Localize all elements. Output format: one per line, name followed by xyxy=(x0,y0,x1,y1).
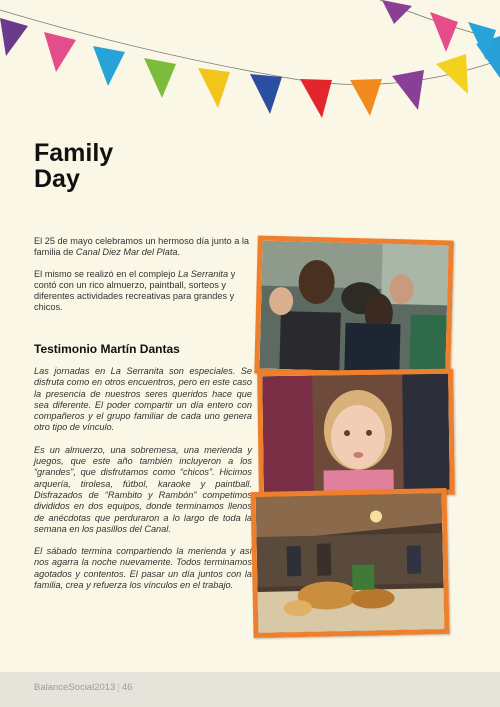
flag xyxy=(93,46,125,86)
intro-p1-end: . xyxy=(177,247,181,258)
intro-p2-text: El mismo se realizó en el complejo xyxy=(34,268,178,279)
flag xyxy=(392,70,424,110)
intro-p2-emphasis: La Serranita xyxy=(178,268,229,279)
flag xyxy=(198,68,230,108)
page-number: 46 xyxy=(121,682,133,693)
footer-bar xyxy=(0,672,500,707)
flag xyxy=(430,12,458,52)
flag xyxy=(44,32,76,72)
flag xyxy=(436,54,468,94)
testimony-paragraph-1: Las jornadas en La Serranita son especiales. Se disfruta como en otros encuentros, pero en este caso la presencia de nuestros seres queridos hace que sea diferente. El poder compartir un día entero con compañeros y el grupo familiar de cada uno genera otro tipo de vínculo. xyxy=(34,366,252,433)
testimony-paragraph-3: El sábado termina compartiendo la merienda y así nos agarra la noche nuevamente. Todos terminamos agotados y contentos. El pasar un día juntos con la familia, crea y refuerza los vínculos en el trabajo. xyxy=(34,546,252,591)
intro-paragraph-1 xyxy=(34,236,252,259)
flag xyxy=(250,74,282,114)
report-name: BalanceSocial2013 xyxy=(34,682,116,693)
photo-food-table xyxy=(250,488,449,638)
footer-separator: | xyxy=(117,682,120,693)
intro-p1-text: El 25 de mayo celebramos un hermoso día junto a la familia de xyxy=(34,236,250,258)
footer-text xyxy=(34,682,132,693)
intro-paragraph-2 xyxy=(34,269,252,314)
testimony-text xyxy=(34,366,252,602)
title-line-1: Family xyxy=(34,139,114,167)
flag xyxy=(144,58,176,98)
photo-child xyxy=(257,369,455,498)
page-title xyxy=(34,140,174,192)
intro-p2-end: y contó con un rico almuerzo, paintball, sorteos y diferentes actividades recreativas para grandes y chicos. xyxy=(34,268,236,313)
flag xyxy=(350,79,382,116)
testimony-heading: Testimonio Martín Dantas xyxy=(34,342,180,356)
title-line-2: Day xyxy=(34,165,80,193)
flag xyxy=(300,79,332,118)
intro-text xyxy=(34,236,252,324)
photo-group-people xyxy=(254,235,454,378)
flag xyxy=(0,18,28,56)
intro-p1-emphasis: Canal Diez Mar del Plata xyxy=(75,247,178,258)
testimony-paragraph-2: Es un almuerzo, una sobremesa, una merienda y juegos, que este año también incluyeron a los “grandes”, que disfrutamos como “chicos”. Hicimos arquería, tirolesa, fútbol, karaoke y paintball. Disfrazados de “Rambito y Rambón” competimos divididos en dos equipos, donde terminamos llenos de anécdotas que perduraron a lo largo de toda la semana en los pasillos del Canal. xyxy=(34,444,252,534)
bunting-decoration xyxy=(0,0,500,130)
flag xyxy=(382,0,412,24)
